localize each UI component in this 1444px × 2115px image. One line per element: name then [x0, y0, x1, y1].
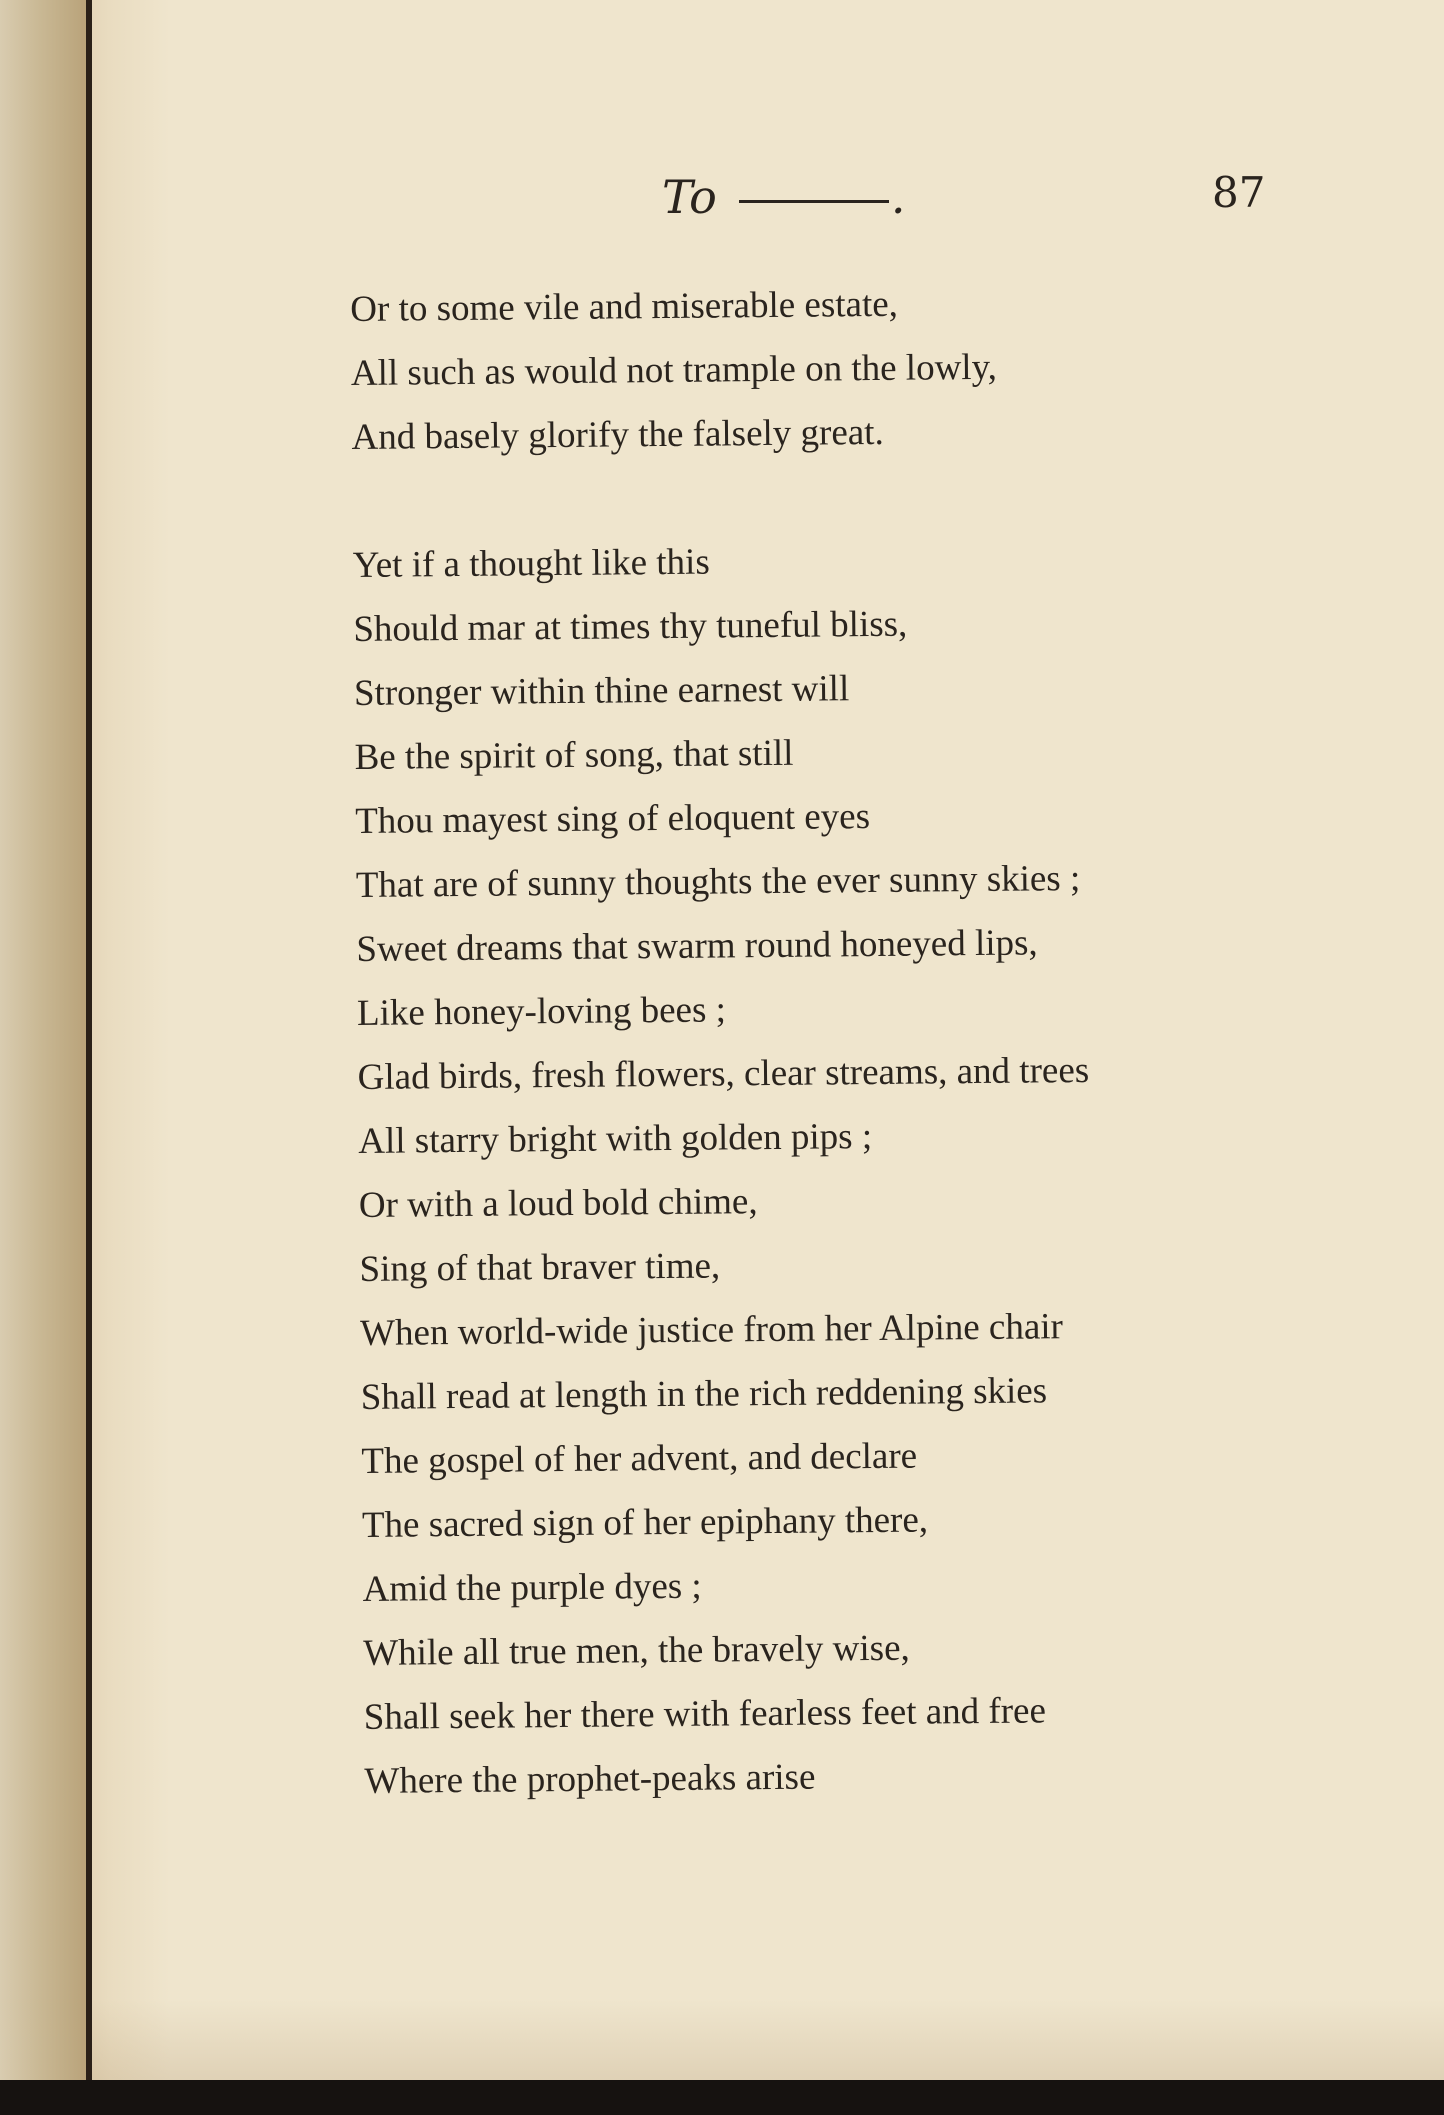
- poem-line: The sacred sign of her epiphany there,: [361, 1499, 929, 1546]
- poem-line: Glad birds, fresh flowers, clear streams, and trees: [357, 1049, 1090, 1098]
- poem-line: Sweet dreams that swarm round honeyed lips,: [356, 922, 1038, 970]
- poem-line: Where the prophet-peaks arise: [364, 1756, 816, 1802]
- running-title-text: To: [662, 170, 717, 224]
- poem-body: [350, 268, 1375, 1814]
- poem-line: All starry bright with golden pips ;: [358, 1116, 873, 1162]
- poem-line: Sing of that braver time,: [359, 1245, 721, 1290]
- book-spine-edge: [86, 0, 92, 2080]
- poem-line: All such as would not trample on the lowly,: [350, 346, 998, 394]
- running-title: To .: [662, 170, 906, 224]
- poem-line: Stronger within thine earnest will: [353, 668, 850, 714]
- title-dash: [739, 200, 889, 203]
- stanza-2: [352, 524, 1374, 1814]
- poem-line: The gospel of her advent, and declare: [361, 1435, 918, 1482]
- poem-line: While all true men, the bravely wise,: [363, 1627, 910, 1674]
- poem-line: And basely glorify the falsely great.: [351, 411, 884, 458]
- poem-line: Shall seek her there with fearless feet and free: [363, 1690, 1047, 1738]
- page-gutter: [0, 0, 86, 2080]
- poem-line: When world-wide justice from her Alpine chair: [359, 1306, 1064, 1354]
- poem-line: Shall read at length in the rich reddening skies: [360, 1370, 1048, 1418]
- poem-line: That are of sunny thoughts the ever sunny skies ;: [355, 858, 1081, 906]
- poem-line: Should mar at times thy tuneful bliss,: [353, 603, 908, 650]
- poem-line: Thou mayest sing of eloquent eyes: [355, 796, 871, 842]
- running-header: [0, 160, 1444, 240]
- poem-line: Or with a loud bold chime,: [358, 1181, 758, 1226]
- poem-line: Be the spirit of song, that still: [354, 732, 794, 778]
- page-number: 87: [1212, 168, 1266, 217]
- poem-line: Yet if a thought like this: [352, 541, 710, 586]
- poem-line: Amid the purple dyes ;: [362, 1565, 702, 1610]
- stanza-1: [350, 268, 1362, 470]
- scan-bottom-border: [0, 2080, 1444, 2115]
- poem-line: Like honey-loving bees ;: [356, 989, 727, 1034]
- poem-line: Or to some vile and miserable estate,: [350, 283, 899, 330]
